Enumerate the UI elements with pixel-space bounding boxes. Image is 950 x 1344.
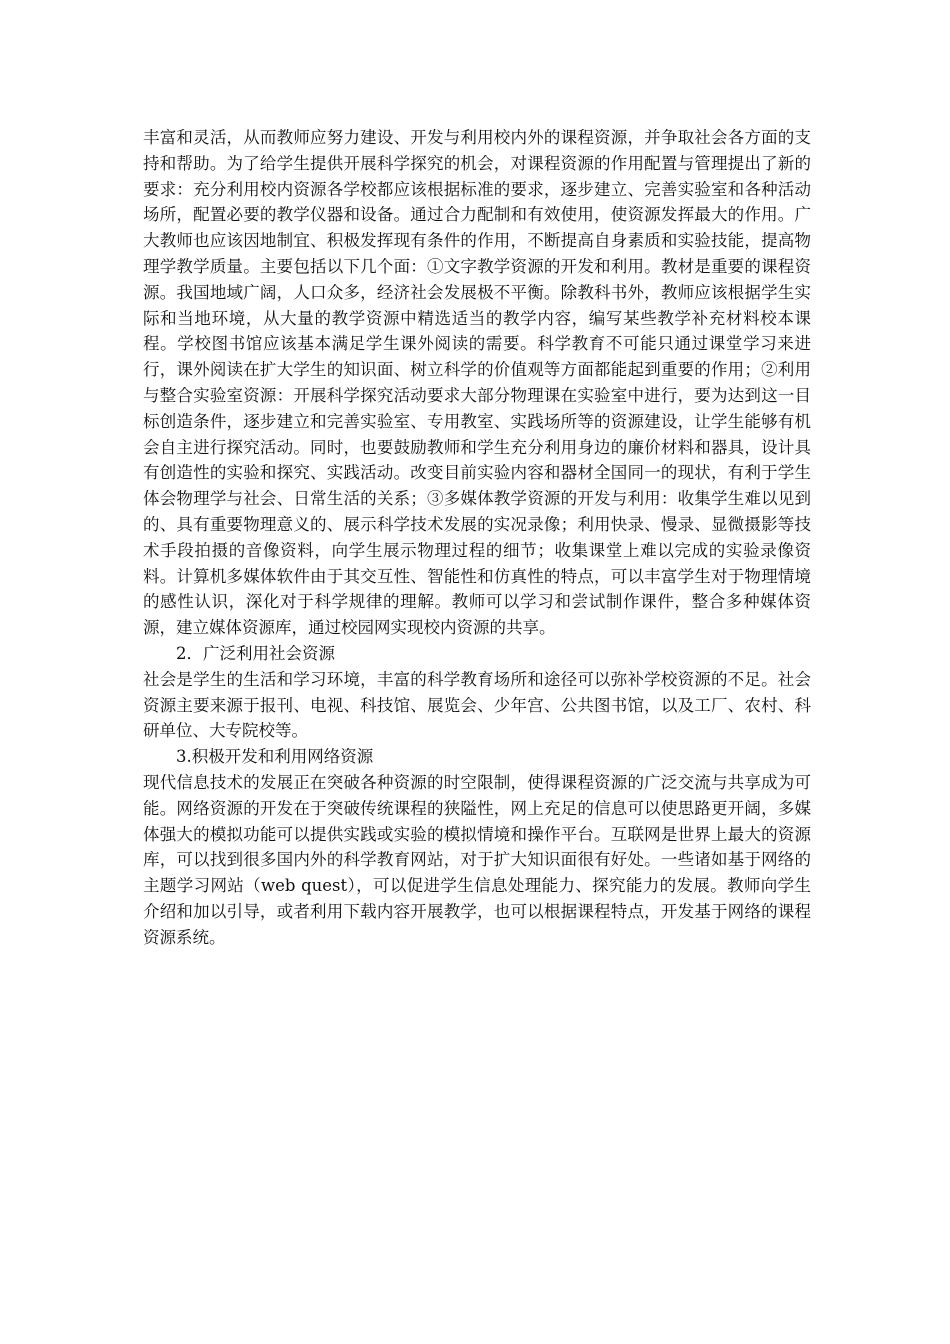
document-page bbox=[143, 125, 811, 951]
section-heading-network-resources: 3.积极开发和利用网络资源 bbox=[176, 747, 374, 767]
body-paragraph-social-resources: 社会是学生的生活和学习环境，丰富的科学教育场所和途径可以弥补学校资源的不足。社会资源主要来源于报刊、电视、科技馆、展览会、少年宫、公共图书馆，以及工厂、农村、科研单位、大专院校等。 bbox=[143, 669, 811, 741]
section-heading-social-resources: 2．广泛利用社会资源 bbox=[176, 643, 335, 663]
body-paragraph-network-resources: 现代信息技术的发展正在突破各种资源的时空限制，使得课程资源的广泛交流与共享成为可能。网络资源的开发在于突破传统课程的狭隘性，网上充足的信息可以使思路更开阔，多媒体强大的模拟功能可以提供实践或实验的模拟情境和操作平台。互联网是世界上最大的资源库，可以找到很多国内外的科学教育网站，对于扩大知识面很有好处。一些诸如基于网络的主题学习网站（web quest），可以促进学生信息处理能力、探究能力的发展。教师向学生介绍和加以引导，或者利用下载内容开展教学，也可以根据课程特点，开发基于网络的课程资源系统。 bbox=[143, 772, 811, 947]
body-paragraph-resources-school: 丰富和灵活，从而教师应努力建设、开发与利用校内外的课程资源，并争取社会各方面的支持和帮助。为了给学生提供开展科学探究的机会，对课程资源的作用配置与管理提出了新的要求：充分利用校内资源各学校都应该根据标准的要求，逐步建立、完善实验室和各种活动场所，配置必要的教学仪器和设备。通过合力配制和有效使用，使资源发挥最大的作用。广大教师也应该因地制宜、积极发挥现有条件的作用，不断提高自身素质和实验技能，提高物理学教学质量。主要包括以下几个面：①文字教学资源的开发和利用。教材是重要的课程资源。我国地域广阔，人口众多，经济社会发展极不平衡。除教科书外，教师应该根据学生实际和当地环境，从大量的教学资源中精选适当的教学内容，编写某些教学补充材料校本课程。学校图书馆应该基本满足学生课外阅读的需要。科学教育不可能只通过课堂学习来进行，课外阅读在扩大学生的知识面、树立科学的价值观等方面都能起到重要的作用；②利用与整合实验室资源：开展科学探究活动要求大部分物理课在实验室中进行，要为达到这一目标创造条件，逐步建立和完善实验室、专用教室、实践场所等的资源建设，让学生能够有机会自主进行探究活动。同时，也要鼓励教师和学生充分利用身边的廉价材料和器具，设计具有创造性的实验和探究、实践活动。改变目前实验内容和器材全国同一的现状，有利于学生体会物理学与社会、日常生活的关系；③多媒体教学资源的开发与利用：收集学生难以见到的、具有重要物理意义的、展示科学技术发展的实况录像；利用快录、慢录、显微摄影等技术手段拍摄的音像资料，向学生展示物理过程的细节；收集课堂上难以完成的实验录像资料。计算机多媒体软件由于其交互性、智能性和仿真性的特点，可以丰富学生对于物理情境的感性认识，深化对于科学规律的理解。教师可以学习和尝试制作课件，整合多种媒体资源，建立媒体资源库，通过校园网实现校内资源的共享。 bbox=[143, 128, 811, 638]
